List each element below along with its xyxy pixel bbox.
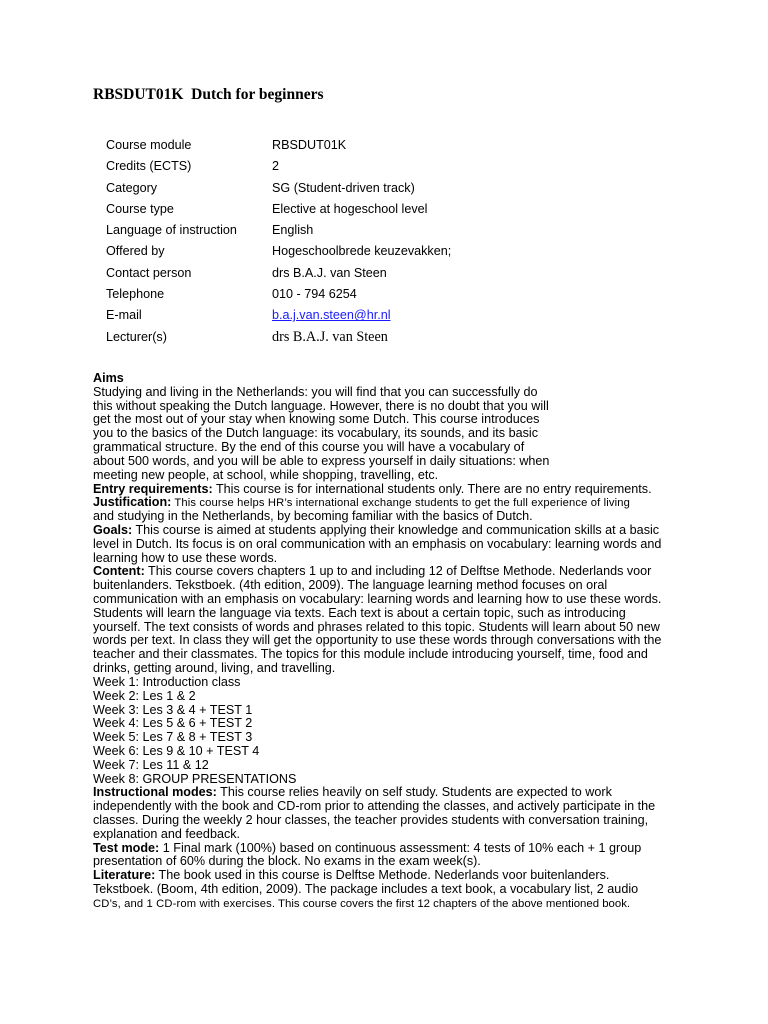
goals-label: Goals: xyxy=(93,522,133,537)
text-line: you to the basics of the Dutch language: its vocabulary, its sounds, and its basic xyxy=(93,426,538,441)
text-line: drinks, getting around, living, and travelling. xyxy=(93,661,336,676)
info-label: Telephone xyxy=(106,287,165,302)
text-line: get the most out of your stay when knowing some Dutch. This course introduces xyxy=(93,412,540,427)
info-label: Offered by xyxy=(106,244,165,259)
text-line: classes. During the weekly 2 hour classes, the teacher provides students with conversation training, xyxy=(93,813,649,827)
info-value: 2 xyxy=(272,159,280,174)
test-mode xyxy=(93,842,693,856)
info-label: Course module xyxy=(106,138,192,152)
info-value: RBSDUT01K xyxy=(272,138,347,152)
week-item: Week 3: Les 3 & 4 + TEST 1 xyxy=(93,702,253,717)
justification xyxy=(93,496,693,510)
course-description xyxy=(93,372,693,911)
justification-label: Justification: xyxy=(93,495,172,510)
info-label: Contact person xyxy=(106,265,192,280)
aims-heading: Aims xyxy=(93,371,124,385)
info-label: Category xyxy=(106,180,158,195)
info-value: Hogeschoolbrede keuzevakken; xyxy=(272,244,452,259)
info-value: drs B.A.J. van Steen xyxy=(272,328,388,345)
week-item: Week 7: Les 11 & 12 xyxy=(93,757,209,772)
text-line: independently with the book and CD-rom prior to attending the classes, and actively participate in the xyxy=(93,799,656,814)
week-item: Week 6: Les 9 & 10 + TEST 4 xyxy=(93,743,260,758)
text-line: level in Dutch. Its focus is on oral communication with an emphasis on vocabulary: learning words and xyxy=(93,536,662,551)
test-text: 1 Final mark (100%) based on continuous assessment: 4 tests of 10% each + 1 group xyxy=(159,840,642,855)
justification-text: This course helps HR’s international exchange students to get the full experience of living xyxy=(171,497,631,510)
week-item: Week 1: Introduction class xyxy=(93,674,241,689)
text-line: and studying in the Netherlands, by becoming familiar with the basics of Dutch. xyxy=(93,509,533,524)
info-value: drs B.A.J. van Steen xyxy=(272,265,387,280)
text-line: Studying and living in the Netherlands: you will find that you can successfully do xyxy=(93,384,538,399)
email-link[interactable]: b.a.j.van.steen@hr.nl xyxy=(272,308,391,323)
info-label: Language of instruction xyxy=(106,223,237,238)
instructional-label: Instructional modes: xyxy=(93,785,217,800)
entry-label: Entry requirements: xyxy=(93,481,213,496)
info-label: Credits (ECTS) xyxy=(106,159,192,174)
week-item: Week 5: Les 7 & 8 + TEST 3 xyxy=(93,730,253,745)
goals xyxy=(93,524,693,538)
week-item: Week 2: Les 1 & 2 xyxy=(93,688,196,703)
test-label: Test mode: xyxy=(93,840,160,855)
info-label: Course type xyxy=(106,201,174,216)
text-line: meeting new people, at school, while shopping, travelling, etc. xyxy=(93,467,439,482)
goals-text: This course is aimed at students applying their knowledge and communication skills at a basic xyxy=(132,522,660,537)
document-title: RBSDUT01K Dutch for beginners xyxy=(93,86,324,103)
info-value: Elective at hogeschool level xyxy=(272,201,428,216)
text-line: grammatical structure. By the end of this course you will have a vocabulary of xyxy=(93,440,525,455)
text-line: presentation of 60% during the block. No exams in the exam week(s). xyxy=(93,854,481,869)
entry-text: This course is for international students only. There are no entry requirements. xyxy=(212,481,652,496)
literature-cd-text: CD’s, and 1 CD-rom with exercises. xyxy=(93,897,276,910)
info-value: SG (Student-driven track) xyxy=(272,180,415,195)
literature-text: The book used in this course is Delftse Methode. Nederlands voor buitenlanders. xyxy=(155,868,610,883)
entry-requirements xyxy=(93,483,693,497)
text-line: words per text. In class they will get the opportunity to use these words through conversations with the xyxy=(93,633,662,648)
literature-label: Literature: xyxy=(93,868,156,883)
literature-last-line xyxy=(93,897,693,911)
info-label: Lecturer(s) xyxy=(106,329,167,344)
info-label: E-mail xyxy=(106,308,142,323)
text-line: this without speaking the Dutch language. However, there is no doubt that you will xyxy=(93,398,549,413)
text-line: Students will learn the language via texts. Each text is about a certain topic, such as introducing xyxy=(93,605,626,620)
literature-chapters-text: This course covers the first 12 chapters of the above mentioned book. xyxy=(275,897,631,910)
content-text: This course covers chapters 1 up to and including 12 of Delftse Methode. Nederlands voor xyxy=(144,564,652,579)
text-line: Tekstboek. (Boom, 4th edition, 2009). The package includes a text book, a vocabulary list, 2 audio xyxy=(93,882,639,897)
info-value: English xyxy=(272,223,314,238)
text-line: communication with an emphasis on vocabulary: learning words and learning how to use these words. xyxy=(93,592,662,606)
content xyxy=(93,565,693,579)
week-item: Week 4: Les 5 & 6 + TEST 2 xyxy=(93,716,253,731)
info-value xyxy=(272,308,391,322)
text-line: about 500 words, and you will be able to express yourself in daily situations: when xyxy=(93,453,550,468)
instructional-modes xyxy=(93,786,693,800)
text-line: buitenlanders. Tekstboek. (4th edition, 2009). The language learning method focuses on oral xyxy=(93,578,608,593)
instructional-text: This course relies heavily on self study. Students are expected to work xyxy=(216,785,612,800)
text-line: learning how to use these words. xyxy=(93,550,278,565)
content-label: Content: xyxy=(93,564,145,579)
text-line: explanation and feedback. xyxy=(93,826,241,841)
text-line: teacher and their classmates. The topics for this module include introducing yourself, time, food and xyxy=(93,647,648,662)
literature xyxy=(93,869,693,883)
week-item: Week 8: GROUP PRESENTATIONS xyxy=(93,771,297,786)
text-line: yourself. The text consists of words and phrases related to this topic. Students will learn about 50 new xyxy=(93,619,660,634)
info-value: 010 - 794 6254 xyxy=(272,287,357,302)
